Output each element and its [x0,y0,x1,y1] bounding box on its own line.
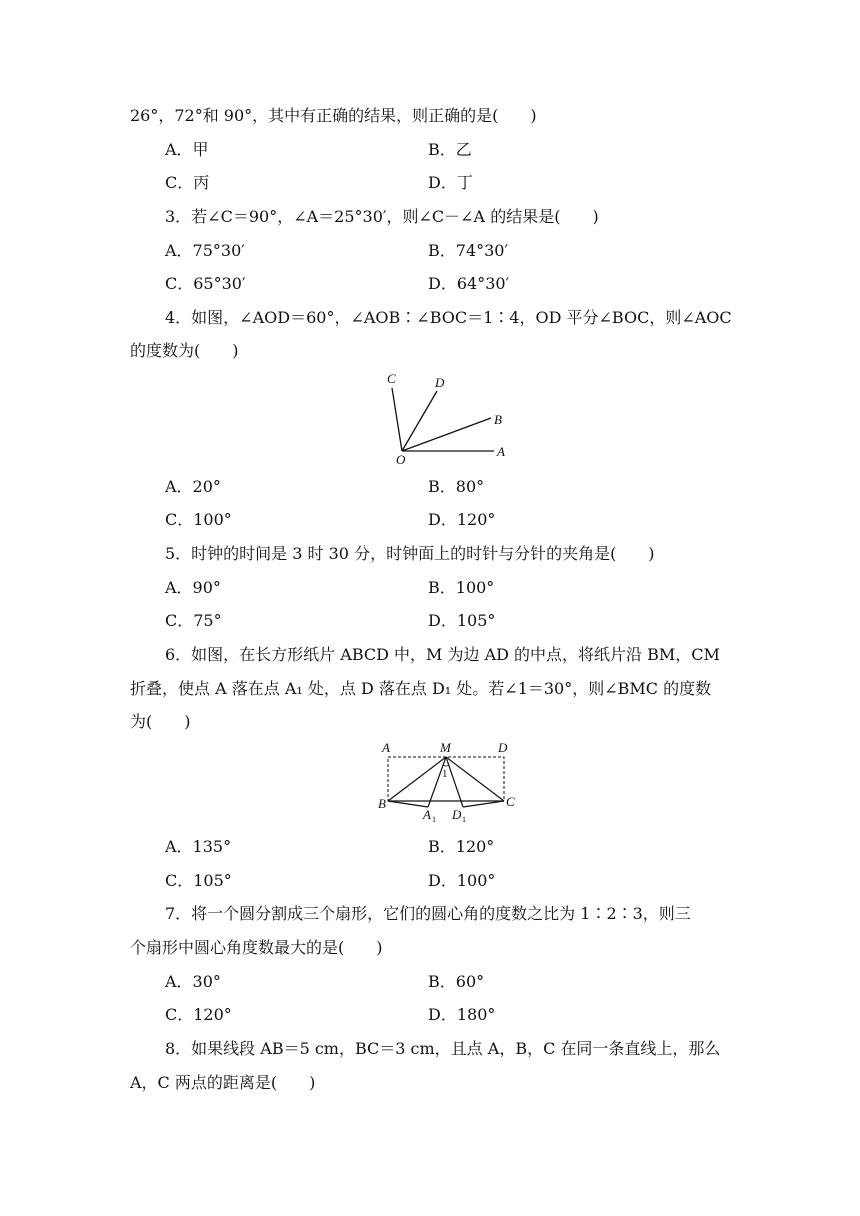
q3-option-d: D．64°30′ [428,274,510,293]
label-a: A [497,444,505,459]
q7-option-d: D．180° [428,1005,496,1024]
q6-fold-figure [370,738,520,824]
q4-option-d: D．120° [428,510,496,529]
q2-option-a: A．甲 [165,140,209,159]
q7-option-c: C．120° [165,1005,232,1024]
label-d: D [498,740,508,755]
label-b: B [494,412,502,427]
label-d: D [435,375,445,390]
q5-option-d: D．105° [428,611,496,630]
q8-stem-line1: 8．如果线段 AB＝5 cm，BC＝3 cm，且点 A，B，C 在同一条直线上，那么 [165,1039,721,1058]
q4-stem-line2: 的度数为( ) [130,341,239,360]
label-b: B [378,796,386,811]
q3-option-a: A．75°30′ [165,241,245,260]
q4-stem-line1: 4．如图，∠AOD＝60°，∠AOB∶∠BOC＝1∶4，OD 平分∠BOC，则∠AOC [165,308,732,327]
q6-stem-line2: 折叠，使点 A 落在点 A₁ 处，点 D 落在点 D₁ 处。若∠1＝30°，则∠BMC 的度数 [130,679,712,698]
q7-option-b: B．60° [428,972,485,991]
line-mb [388,757,446,801]
label-a: A [382,740,390,755]
line-md1 [446,757,463,807]
label-d1: D [452,807,462,822]
line-cd1 [463,801,504,807]
q2-option-b: B．乙 [428,140,472,159]
ray-ob [402,418,491,451]
label-o: O [396,452,406,467]
label-m: M [440,740,451,755]
angle-1-label: 1 [442,768,448,780]
q3-option-c: C．65°30′ [165,274,246,293]
q5-option-a: A．90° [165,578,221,597]
q4-option-b: B．80° [428,477,485,496]
label-a1-sub: 1 [432,815,436,824]
q3-stem: 3．若∠C＝90°，∠A＝25°30′，则∠C－∠A 的结果是( ) [165,207,599,226]
q6-stem-line1: 6．如图，在长方形纸片 ABCD 中，M 为边 AD 的中点，将纸片沿 BM，CM [165,645,720,664]
q5-stem: 5．时钟的时间是 3 时 30 分，时钟面上的时针与分针的夹角是( ) [165,544,655,563]
q5-option-c: C．75° [165,611,222,630]
q7-stem-line1: 7．将一个圆分割成三个扇形，它们的圆心角的度数之比为 1∶2∶3，则三 [165,904,691,923]
q5-option-b: B．100° [428,578,495,597]
q7-stem-line2: 个扇形中圆心角度数最大的是( ) [130,938,383,957]
q7-option-a: A．30° [165,972,221,991]
q6-stem-line3: 为( ) [130,712,191,731]
line-ba1 [388,801,428,807]
ray-oc [392,388,402,451]
q2-stem-tail: 26°，72°和 90°，其中有正确的结果，则正确的是( ) [130,106,537,125]
label-a1: A [423,807,431,822]
q6-option-d: D．100° [428,871,496,890]
label-c: C [506,794,515,809]
q4-option-c: C．100° [165,510,232,529]
ray-od [402,391,437,451]
q6-option-a: A．135° [165,837,232,856]
label-d1-sub: 1 [462,815,466,824]
label-c: C [387,371,396,386]
angle-1-arc [443,765,449,766]
q3-option-b: B．74°30′ [428,241,509,260]
q4-angle-figure [370,366,520,468]
q6-option-b: B．120° [428,837,495,856]
q8-stem-line2: A，C 两点的距离是( ) [130,1073,316,1092]
q6-option-c: C．105° [165,871,232,890]
q2-option-d: D．丁 [428,173,473,192]
line-mc [446,757,504,801]
q2-option-c: C．丙 [165,173,210,192]
q4-option-a: A．20° [165,477,221,496]
